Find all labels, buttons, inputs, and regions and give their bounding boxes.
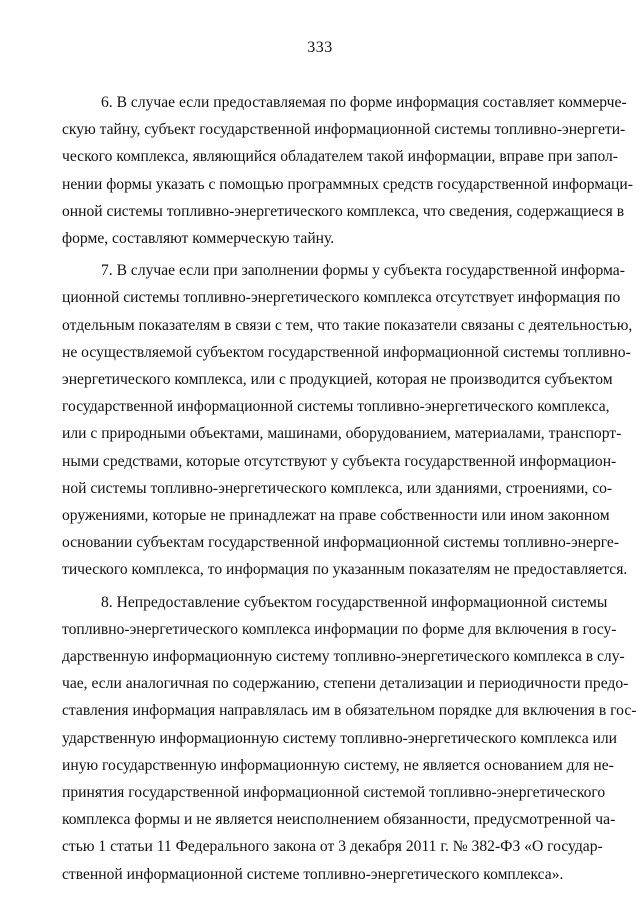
paragraph-8 xyxy=(62,589,637,888)
text-line: стью 1 статьи 11 Федерального закона от 3 декабря 2011 г. № 382-ФЗ «О государ- xyxy=(62,838,603,856)
text-line: дарственную информационную систему топливно-энергетического комплекса в слу- xyxy=(62,648,625,666)
text-line: нении формы указать с помощью программных средств государственной информаци- xyxy=(62,175,633,193)
document-body xyxy=(62,89,637,893)
text-line: чае, если аналогичная по содержанию, степени детализации и периодичности предо- xyxy=(62,675,629,693)
text-line: тического комплекса, то информация по указанным показателям не предоставляется. xyxy=(62,561,628,579)
text-line: принятия государственной информационной системой топливно-энергетического xyxy=(62,784,606,802)
text-line: онной системы топливно-энергетического комплекса, что сведения, содержащиеся в xyxy=(62,202,625,220)
text-line: комплекса формы и не является неисполнением обязанности, предусмотренной ча- xyxy=(62,811,616,829)
text-line: скую тайну, субъект государственной информационной системы топливно-энергети- xyxy=(62,121,626,139)
text-line: ными средствами, которые отсутствуют у субъекта государственной информацион- xyxy=(62,452,617,470)
text-line: не осуществляемой субъектом государственной информационной системы топливно- xyxy=(62,343,631,361)
text-line: ционной системы топливно-энергетического комплекса отсутствует информация по xyxy=(62,289,621,307)
text-line: 8. Непредоставление субъектом государственной информационной системы xyxy=(101,593,608,611)
text-line: ударственную информационную систему топливно-энергетического комплекса или xyxy=(62,729,618,747)
text-line: основании субъектам государственной информационной системы топливно-энерге- xyxy=(62,534,620,552)
text-line: энергетического комплекса, или с продукцией, которая не производится субъектом xyxy=(62,371,613,389)
text-line: отдельным показателям в связи с тем, что такие показатели связаны с деятельностью, xyxy=(62,316,633,334)
text-line: оружениями, которые не принадлежат на праве собственности или ином законном xyxy=(62,507,610,525)
text-line: 7. В случае если при заполнении формы у субъекта государственной информа- xyxy=(101,262,625,280)
text-line: ной системы топливно-энергетического комплекса, или зданиями, строениями, со- xyxy=(62,479,613,497)
text-line: или с природными объектами, машинами, оборудованием, материалами, транспорт- xyxy=(62,425,622,443)
text-line: ственной информационной системе топливно-энергетического комплекса». xyxy=(62,865,564,883)
text-line: топливно-энергетического комплекса информации по форме для включения в госу- xyxy=(62,620,617,638)
page-number: 333 xyxy=(307,39,333,56)
text-line: 6. В случае если предоставляемая по форме информация составляет коммерче- xyxy=(101,94,627,111)
text-line: иную государственную информационную систему, не является основанием для не- xyxy=(62,756,614,774)
paragraph-6 xyxy=(62,89,633,252)
text-line: государственной информационной системы топливно-энергетического комплекса, xyxy=(62,398,610,416)
text-line: форме, составляют коммерческую тайну. xyxy=(62,230,335,248)
text-line: ставления информация направлялась им в обязательном порядке для включения в гос- xyxy=(62,702,637,720)
paragraph-7 xyxy=(62,257,633,583)
text-line: ческого комплекса, являющийся обладателем такой информации, вправе при запол- xyxy=(62,148,619,166)
